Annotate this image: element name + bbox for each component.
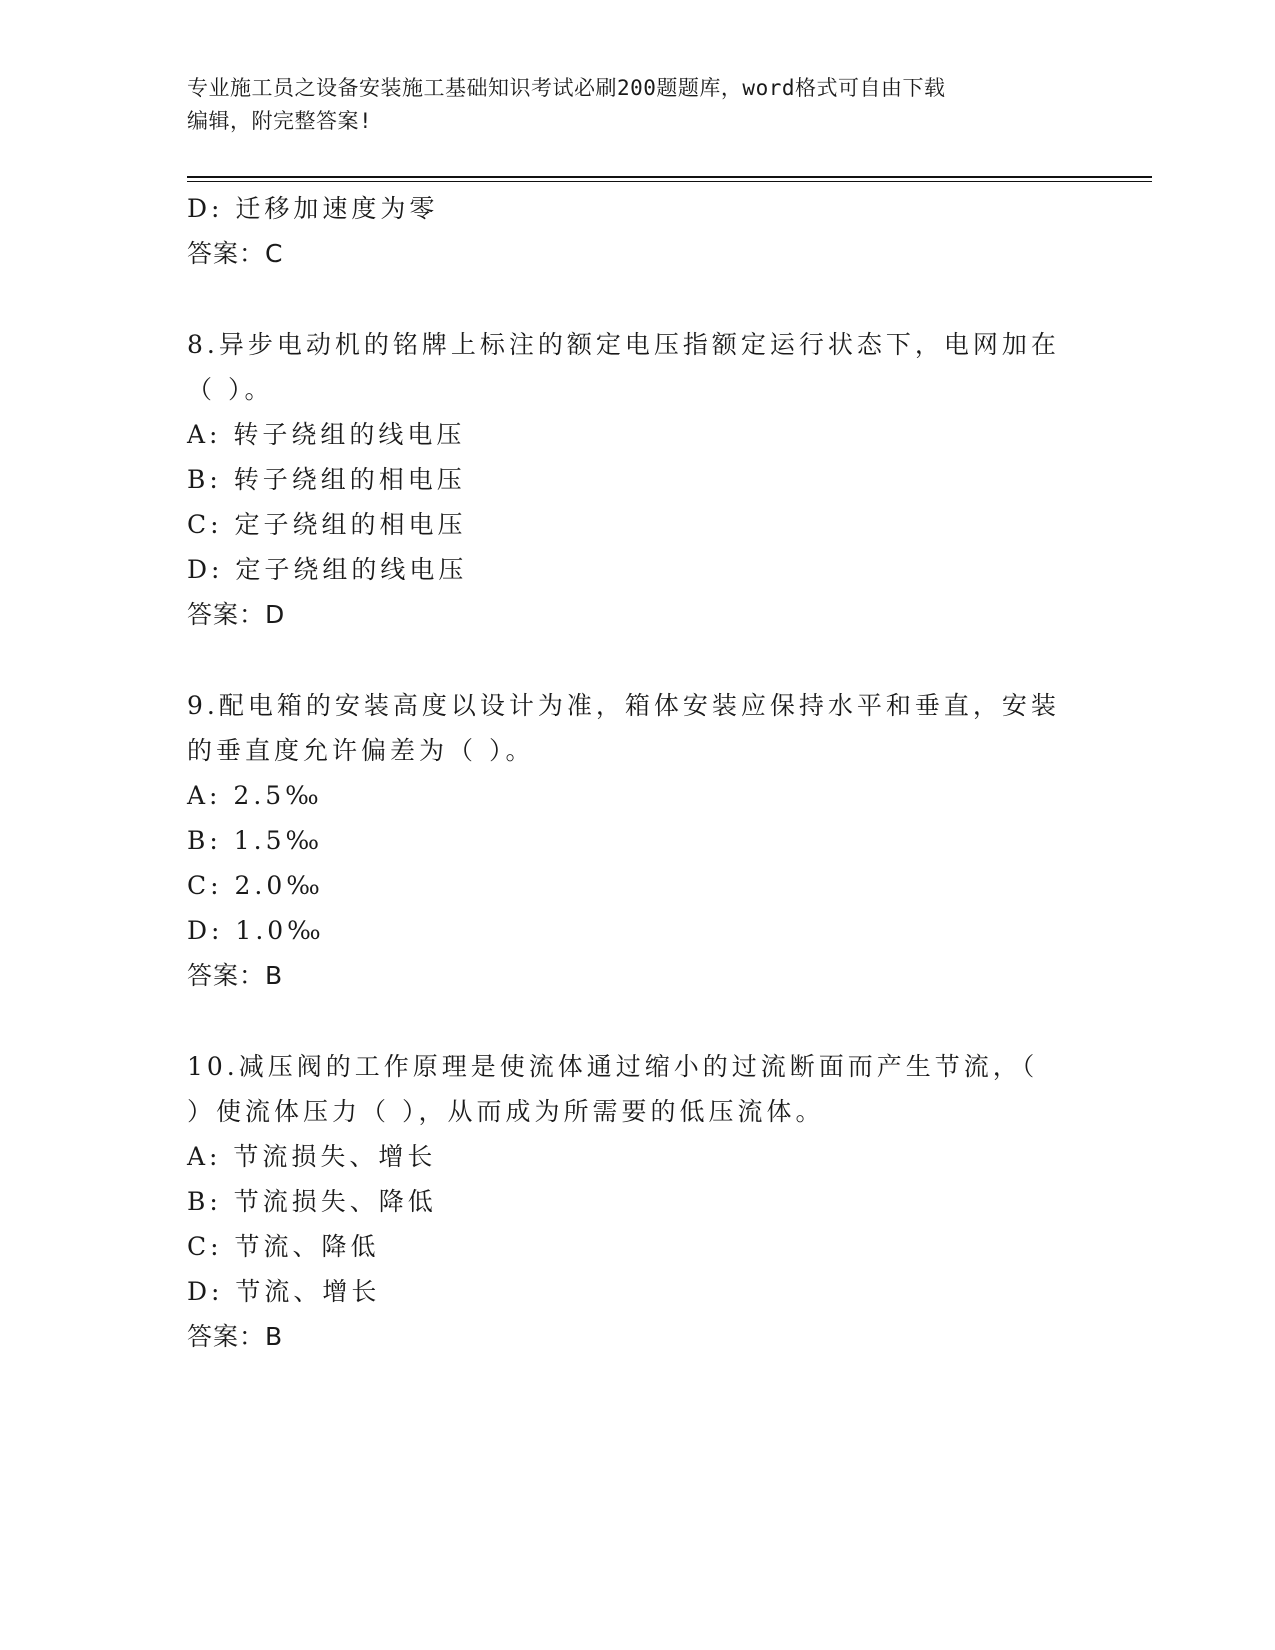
- question-stem-line-2: ）使流体压力（ ），从而成为所需要的低压流体。: [187, 1097, 825, 1126]
- option-b: B: 节流损失、降低: [187, 1187, 437, 1216]
- option-d: D: 迁移加速度为零: [187, 194, 439, 223]
- header-divider-thin: [187, 181, 1152, 182]
- option-d: D: 定子绕组的线电压: [187, 555, 468, 584]
- question-stem-line-2: 的垂直度允许偏差为（ ）。: [187, 736, 535, 765]
- answer-line: 答案：B: [187, 961, 284, 990]
- question-8: [187, 322, 1067, 638]
- page-header: [187, 72, 1067, 138]
- question-stem-line-2: （ ）。: [187, 375, 274, 404]
- answer-line: 答案：D: [187, 600, 286, 629]
- option-a: A: 节流损失、增长: [187, 1142, 437, 1171]
- question-stem-line-1: 10.减压阀的工作原理是使流体通过缩小的过流断面而产生节流，（: [187, 1052, 1039, 1081]
- option-c: C: 定子绕组的相电压: [187, 510, 467, 539]
- option-d: D: 1.0‰: [187, 916, 325, 945]
- question-9: [187, 683, 1067, 999]
- question-stem-line-1: 8.异步电动机的铭牌上标注的额定电压指额定运行状态下，电网加在: [187, 330, 1060, 359]
- option-a: A: 转子绕组的线电压: [187, 420, 466, 449]
- answer-line: 答案：C: [187, 239, 284, 268]
- previous-question-tail: [187, 186, 1067, 277]
- option-b: B: 1.5‰: [187, 826, 324, 855]
- question-10: [187, 1044, 1067, 1360]
- option-a: A: 2.5‰: [187, 781, 323, 810]
- option-c: C: 2.0‰: [187, 871, 324, 900]
- question-content: [187, 186, 1067, 1360]
- header-title-line-1: 专业施工员之设备安装施工基础知识考试必刷200题题库，word格式可自由下载: [187, 76, 946, 100]
- question-stem-line-1: 9.配电箱的安装高度以设计为准，箱体安装应保持水平和垂直，安装: [187, 691, 1060, 720]
- header-divider-thick: [187, 176, 1152, 178]
- header-title-line-2: 编辑，附完整答案!: [187, 109, 373, 133]
- option-c: C: 节流、降低: [187, 1232, 380, 1261]
- option-d: D: 节流、增长: [187, 1277, 381, 1306]
- answer-line: 答案：B: [187, 1322, 284, 1351]
- option-b: B: 转子绕组的相电压: [187, 465, 466, 494]
